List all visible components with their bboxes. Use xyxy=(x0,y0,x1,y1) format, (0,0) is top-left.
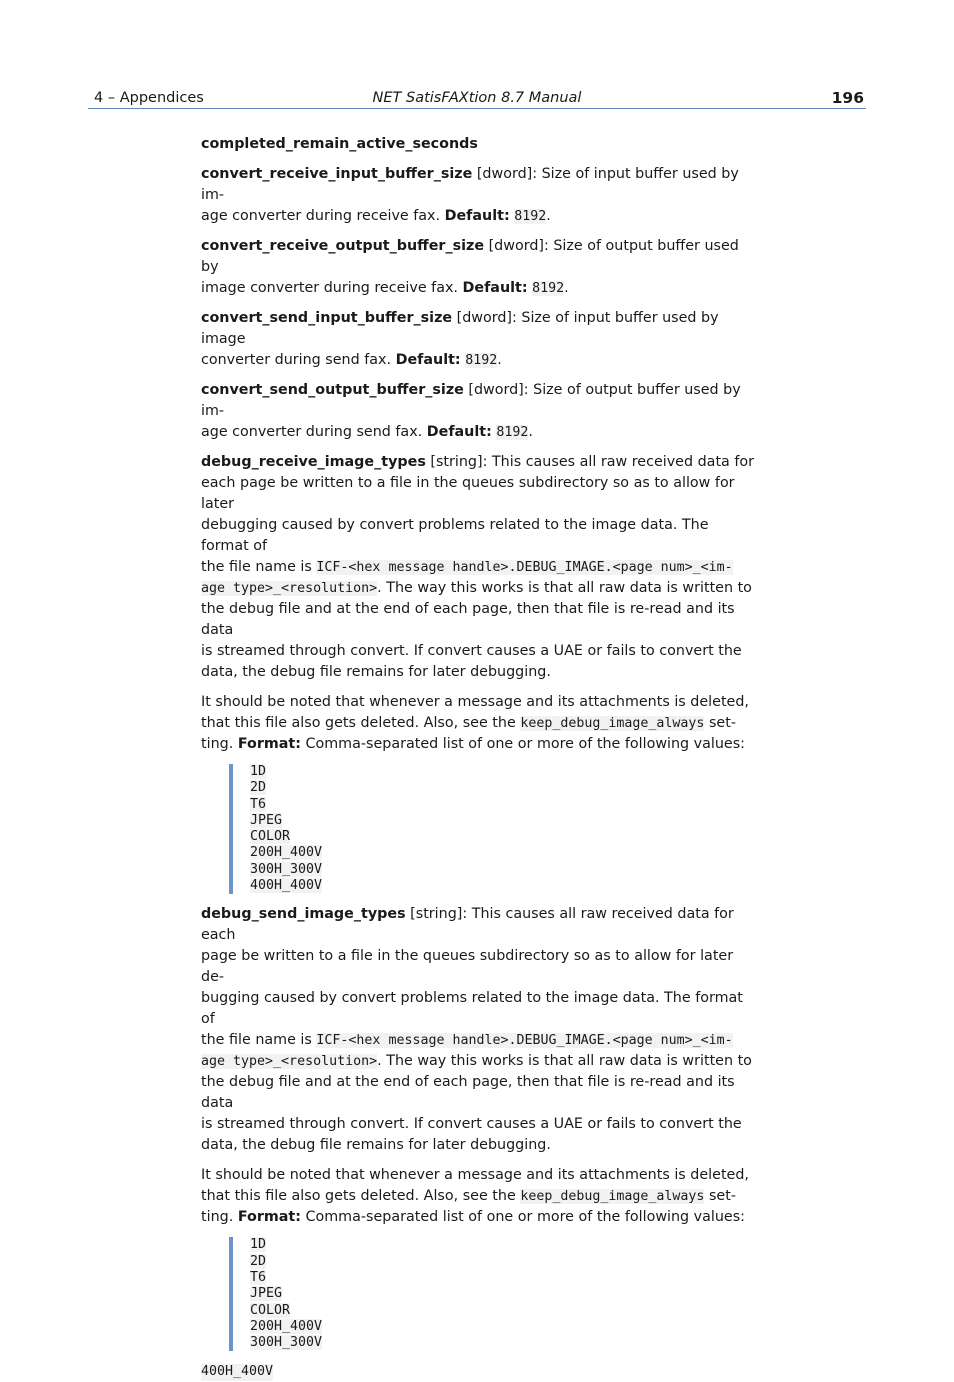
value-item: 200H_400V xyxy=(250,1318,323,1334)
default-label: Default: xyxy=(395,352,461,368)
filename-pattern: age type>_<resolution> xyxy=(201,1054,378,1070)
value-item: 1D xyxy=(250,764,267,779)
default-value: 8192 xyxy=(465,353,498,368)
setting-name: debug_receive_image_types xyxy=(201,454,426,470)
default-label: Default: xyxy=(444,208,510,224)
setting-entry xyxy=(201,134,754,155)
default-value: 8192 xyxy=(496,425,529,440)
default-label: Default: xyxy=(426,424,492,440)
filename-pattern: age type>_<resolution> xyxy=(201,581,378,596)
value-list xyxy=(229,764,754,894)
setting-entry: convert_receive_input_buffer_size [dword]: Size of input buffer used by im- age converter during receive fax. Default: 8192. xyxy=(201,166,739,224)
default-value: 8192 xyxy=(532,281,565,296)
setting-entry: convert_receive_output_buffer_size [dword]: Size of output buffer used by image converter during receive fax. Default: 8192. xyxy=(201,238,739,296)
value-list xyxy=(229,1237,754,1351)
setting-name: completed_remain_active_seconds xyxy=(201,136,478,152)
setting-name: convert_send_output_buffer_size xyxy=(201,382,464,398)
trailing-value: 400H_400V xyxy=(201,1364,274,1380)
page-number: 196 xyxy=(831,89,864,107)
value-item: T6 xyxy=(250,1269,267,1285)
setting-name: convert_receive_output_buffer_size xyxy=(201,238,485,254)
setting-entry: convert_send_output_buffer_size [dword]: Size of output buffer used by im- age converter during send fax. Default: 8192. xyxy=(201,382,741,440)
page-content xyxy=(201,134,754,1382)
setting-name: debug_send_image_types xyxy=(201,906,406,923)
page-header xyxy=(88,88,866,109)
format-label: Format: xyxy=(237,1209,301,1226)
default-label: Default: xyxy=(462,280,528,296)
value-item: COLOR xyxy=(250,1302,291,1318)
filename-pattern: ICF-<hex message handle>.DEBUG_IMAGE.<page num>_<im- xyxy=(316,560,733,575)
value-item: T6 xyxy=(250,796,267,812)
setting-note: It should be noted that whenever a message and its attachments is deleted, that this file also gets deleted. Also, see the keep_debug_image_always set- ting. Format: Comma-separated list of one or more of the following values: xyxy=(201,1167,749,1226)
value-item: 300H_300V xyxy=(250,1335,323,1351)
value-item: JPEG xyxy=(250,1286,283,1302)
section-label: 4 – Appendices xyxy=(94,90,204,106)
value-item: COLOR xyxy=(250,829,291,845)
manual-title: NET SatisFAXtion 8.7 Manual xyxy=(372,90,582,106)
setting-name: convert_send_input_buffer_size xyxy=(201,310,453,326)
format-label: Format: xyxy=(237,736,301,752)
default-value: 8192 xyxy=(514,209,547,224)
value-item: 1D xyxy=(250,1237,267,1253)
setting-entry: convert_send_input_buffer_size [dword]: Size of input buffer used by image converter during send fax. Default: 8192. xyxy=(201,310,719,368)
setting-entry: debug_send_image_types [string]: This causes all raw received data for each page be written to a file in the queues subdirectory so as to allow for later de- bugging caused by convert problems related to the image data. The format of the file name is ICF-<hex message handle>.DEBUG_IMAGE.<page num>_<im- age type>_<resolution>. The way this works is that all raw data is written to the debug file and at the end of each page, then that file is re-read and its data is streamed through convert. If convert causes a UAE or fails to convert the data, the debug file remains for later debugging. xyxy=(201,906,752,1154)
setting-entry: debug_receive_image_types [string]: This causes all raw received data for each page be written to a file in the queues subdirectory so as to allow for later debugging caused by convert problems related to the image data. The format of the file name is ICF-<hex message handle>.DEBUG_IMAGE.<page num>_<im- age type>_<resolution>. The way this works is that all raw data is written to the debug file and at the end of each page, then that file is re-read and its data is streamed through convert. If convert causes a UAE or fails to convert the data, the debug file remains for later debugging. xyxy=(201,454,755,680)
value-item: 300H_300V xyxy=(250,861,323,877)
setting-name: convert_receive_input_buffer_size xyxy=(201,166,473,182)
value-item: 2D xyxy=(250,780,267,796)
value-item: 400H_400V xyxy=(250,878,323,894)
setting-reference: keep_debug_image_always xyxy=(520,716,705,731)
value-item: 200H_400V xyxy=(250,845,323,861)
setting-reference: keep_debug_image_always xyxy=(520,1189,705,1205)
value-item: JPEG xyxy=(250,812,283,828)
setting-note: It should be noted that whenever a message and its attachments is deleted, that this file also gets deleted. Also, see the keep_debug_image_always set- ting. Format: Comma-separated list of one or more of the following values: xyxy=(201,694,749,752)
filename-pattern: ICF-<hex message handle>.DEBUG_IMAGE.<page num>_<im- xyxy=(316,1033,733,1049)
value-item: 2D xyxy=(250,1253,267,1269)
